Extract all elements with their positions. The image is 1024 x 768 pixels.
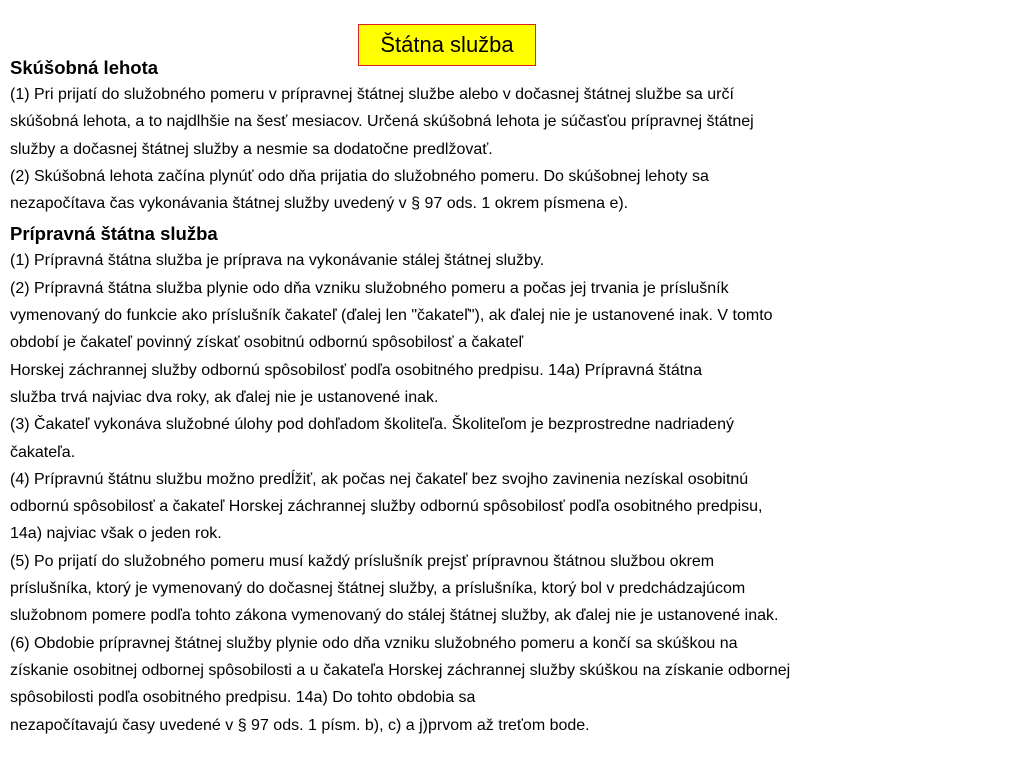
text-line: (2) Skúšobná lehota začína plynúť odo dňa prijatia do služobného pomeru. Do skúšobnej lehoty sa (10, 167, 709, 185)
text-line: služba trvá najviac dva roky, ak ďalej nie je ustanovené inak. (10, 388, 439, 406)
text-line: skúšobná lehota, a to najdlhšie na šesť mesiacov. Určená skúšobná lehota je súčasťou prípravnej štátnej (10, 113, 754, 131)
text-line: (1) Pri prijatí do služobného pomeru v prípravnej štátnej službe alebo v dočasnej štátnej službe sa určí (10, 86, 734, 103)
section-probation-period (10, 55, 1018, 217)
text-line: (4) Prípravnú štátnu službu možno predĺžiť, ak počas nej čakateľ bez svojho zavinenia nezískal osobitnú (10, 470, 749, 488)
text-line: služby a dočasnej štátnej služby a nesmie sa dodatočne predlžovať. (10, 140, 493, 158)
text-line: období je čakateľ povinný získať osobitnú odbornú spôsobilosť a čakateľ (10, 334, 524, 352)
text-line: nezapočítava čas vykonávania štátnej služby uvedený v § 97 ods. 1 okrem písmena e). (10, 195, 629, 213)
document-body (10, 55, 1018, 739)
text-line: (3) Čakateľ vykonáva služobné úlohy pod dohľadom školiteľa. Školiteľom je bezprostredne nadriadený (10, 416, 734, 434)
text-line: odbornú spôsobilosť a čakateľ Horskej záchrannej služby odbornú spôsobilosť podľa osobitného predpisu, (10, 498, 763, 516)
text-line: služobnom pomere podľa tohto zákona vymenovaný do stálej štátnej služby, ak ďalej nie je ustanovené inak. (10, 607, 779, 625)
text-line: 14a) najviac však o jeden rok. (10, 525, 222, 543)
text-line: vymenovaný do funkcie ako príslušník čakateľ (ďalej len "čakateľ"), ak ďalej nie je ustanovené inak. V tomto (10, 307, 773, 325)
text-line: Horskej záchrannej služby odbornú spôsobilosť podľa osobitného predpisu. 14a) Prípravná štátna (10, 361, 702, 379)
text-line: (2) Prípravná štátna služba plynie odo dňa vzniku služobného pomeru a počas jej trvania je príslušník (10, 279, 729, 297)
text-line: získanie osobitnej odbornej spôsobilosti a u čakateľa Horskej záchrannej služby skúškou na získanie odbornej (10, 661, 791, 679)
text-line: (6) Obdobie prípravnej štátnej služby plynie odo dňa vzniku služobného pomeru a končí sa skúškou na (10, 634, 738, 652)
text-line: čakateľa. (10, 443, 76, 461)
section-heading: Skúšobná lehota (10, 57, 159, 78)
text-line: spôsobilosti podľa osobitného predpisu. 14a) Do tohto obdobia sa (10, 689, 476, 707)
page-title: Štátna služba (380, 32, 514, 57)
text-line: (5) Po prijatí do služobného pomeru musí každý príslušník prejsť prípravnou štátnou službou okrem (10, 552, 715, 570)
section-heading: Prípravná štátna služba (10, 223, 218, 245)
section-text (10, 81, 1018, 217)
section-text (10, 247, 1018, 738)
text-line: nezapočítavajú časy uvedené v § 97 ods. 1 písm. b), c) a j)prvom až treťom bode. (10, 716, 590, 734)
text-line: (1) Prípravná štátna služba je príprava na vykonávanie stálej štátnej služby. (10, 252, 545, 270)
section-preparatory-service (10, 221, 1018, 738)
text-line: príslušníka, ktorý je vymenovaný do dočasnej štátnej služby, a príslušníka, ktorý bol v predchádzajúcom (10, 580, 746, 598)
